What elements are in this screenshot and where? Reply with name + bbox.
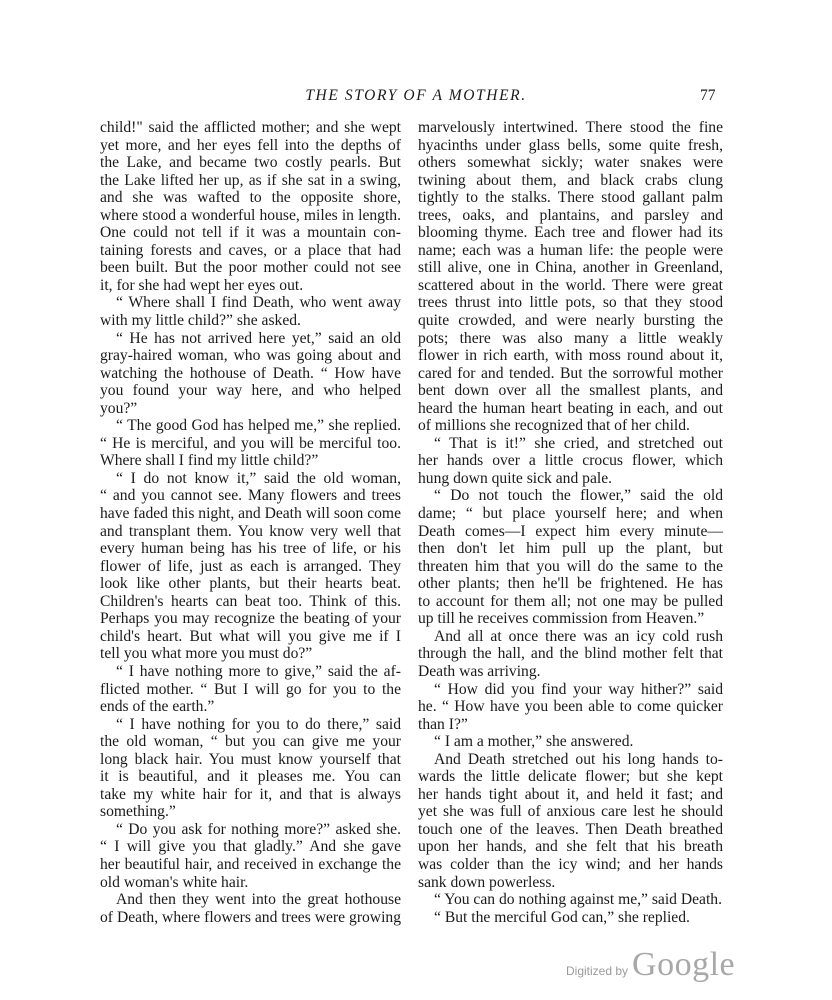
text-line: “ I have nothing more to give,” said the af- [116,662,401,680]
text-line: and transplant them. You know very well that [100,522,401,540]
text-line: of Death, where flowers and trees were growing [100,908,401,926]
text-line: tell you what more you must do?” [100,645,313,663]
text-line: every human being has his tree of life, or his [100,540,401,558]
text-line: blooming thyme. Each tree and flower had its [418,224,723,242]
text-line: “ The good God has helped me,” she replied. [116,417,401,435]
text-line: taining forests and caves, or a place that had [100,241,401,259]
text-line: wards the little delicate flower; but she kept [418,768,723,786]
text-line: been built. But the poor mother could not see [100,259,401,277]
text-line: up till he receives commission from Heaven.” [418,610,705,628]
text-line: “ But the merciful God can,” she replied. [434,908,690,926]
text-line: than I?” [418,715,468,733]
text-line: “ I do not know it,” said the old woman, [116,469,401,487]
text-line: “ That is it!” she cried, and stretched out [434,434,723,452]
paragraph [418,628,723,681]
text-line: “ I have nothing for you to do there,” said [116,715,401,733]
text-line: Where shall I find my little child?” [100,452,319,470]
text-line: he. “ How have you been able to come quicker [418,698,723,716]
text-line: and she was wafted to the opposite shore, [100,189,401,207]
text-line: threaten him that you will do the same to the [418,557,723,575]
text-line: have faded this night, and Death will soon come [100,505,401,523]
text-line: take my white hair for it, and that is always [100,785,401,803]
text-line: with my little child?” she asked. [100,312,301,330]
text-line: other plants; then he'll be frightened. He has [418,575,723,593]
text-line: you found your way here, and who helped [100,382,401,400]
text-line: “ Do not touch the flower,” said the old [434,487,723,505]
text-line: cared for and tended. But the sorrowful mother [418,364,723,382]
text-line: trees, oaks, and plantains, and parsley and [418,206,723,224]
text-line: it is beautiful, and it pleases me. You can [100,768,401,786]
text-line: bent down over all the smallest plants, and [418,382,723,400]
text-line: “ I will give you that gladly.” And she gave [100,838,401,856]
text-line: child's heart. But what will you give me if I [100,627,401,645]
text-line: still alive, one in China, another in Greenland, [418,259,723,277]
paragraph [418,681,723,734]
paragraph [100,470,401,663]
text-column-left [100,119,401,926]
text-line: to account for them all; not one may be pulled [418,592,723,610]
text-line: quite crowded, and were nearly bursting the [418,312,723,330]
paragraph [100,663,401,716]
text-line: it, for she had wept her eyes out. [100,276,304,294]
text-line: watching the hothouse of Death. “ How have [100,364,401,382]
paragraph [418,751,723,891]
text-line: Children's hearts can beat too. Think of this. [100,592,401,610]
text-line: One could not tell if it was a mountain con- [100,224,401,242]
paragraph [418,909,723,927]
text-line: you?” [100,399,138,417]
text-line: of millions she recognized that of her child. [418,417,690,435]
text-line: pots; there was also many a little weakly [418,329,723,347]
paragraph [100,119,401,294]
text-line: was colder than the icy wind; and her hands [418,855,723,873]
paragraph [418,119,723,435]
text-line: something.” [100,803,176,821]
text-line: “ You can do nothing against me,” said Death. [434,891,722,909]
text-line: the Lake, and became two costly pearls. But [100,154,401,172]
text-line: flower of life, just as each is arranged. They [100,557,401,575]
text-line: her hands tight about it, and held it fast; and [418,785,723,803]
paragraph [100,716,401,821]
text-line: trees thrust into little pots, so that they stood [418,294,723,312]
text-line: through the hall, and the blind mother felt that [418,645,723,663]
text-line: tightly to the stalks. There stood gallant palm [418,189,723,207]
text-line: touch one of the leaves. Then Death breathed [418,820,723,838]
text-column-right [418,119,723,926]
watermark-brand: Google [632,946,736,983]
text-line: long black hair. You must know yourself that [100,750,401,768]
text-line: And all at once there was an icy cold rush [434,627,723,645]
text-line: heard the human heart beating in each, and out [418,399,723,417]
text-line: look like other plants, but their hearts beat. [100,575,401,593]
paragraph [100,891,401,926]
text-line: “ How did you find your way hither?” said [434,680,723,698]
text-line: flicted mother. “ But I will go for you to the [100,680,401,698]
text-line: yet more, and her eyes fell into the depths of [100,136,401,154]
text-line: “ and you cannot see. Many flowers and trees [100,487,401,505]
paragraph [100,294,401,329]
paragraph [418,435,723,488]
text-line: hung down quite sick and pale. [418,469,613,487]
digitized-by-google-watermark [566,946,735,984]
text-line: the old woman, “ but you can give me your [100,733,401,751]
page-number: 77 [700,87,716,104]
text-line: marvelously intertwined. There stood the fine [418,119,723,136]
paragraph [100,330,401,418]
text-line: And then they went into the great hothouse [116,891,401,909]
text-line: ends of the earth.” [100,698,215,716]
text-line: Perhaps you may recognize the beating of your [100,610,401,628]
text-line: others somewhat sickly; water snakes were [418,154,723,172]
text-line: child!" said the afflicted mother; and she wept [100,119,401,136]
text-line: name; each was a human life: the people were [418,241,723,259]
paragraph [100,417,401,470]
text-line: sank down powerless. [418,873,556,891]
watermark-prefix: Digitized by [566,964,629,978]
text-line: twining about them, and black crabs clung [418,171,723,189]
text-line: “ Do you ask for nothing more?” asked she. [116,820,401,838]
text-line: gray-haired woman, who was going about and [100,347,401,365]
text-line: where stood a wonderful house, miles in length. [100,206,401,224]
text-line: hyacinths under glass bells, some quite fresh, [418,136,723,154]
text-line: “ Where shall I find Death, who went away [116,294,401,312]
paragraph [418,891,723,909]
text-line: “ I am a mother,” she answered. [434,733,634,751]
text-line: “ He is merciful, and you will be merciful too. [100,434,401,452]
running-title: THE STORY OF A MOTHER. [305,87,527,104]
page-header [0,87,832,109]
text-line: “ He has not arrived here yet,” said an old [116,329,401,347]
text-line: scattered about in the world. There were great [418,276,723,294]
text-line: Death comes—I expect him every minute— [418,522,723,540]
text-line: And Death stretched out his long hands to- [434,750,723,768]
text-line: then don't let him pull up the plant, but [418,540,723,558]
text-line: dame; “ but place yourself here; and when [418,505,723,523]
text-line: her hands over a little crocus flower, which [418,452,723,470]
text-line: upon her hands, and she felt that his breath [418,838,723,856]
paragraph [418,733,723,751]
text-line: the Lake lifted her up, as if she sat in a swing, [100,171,401,189]
paragraph [418,487,723,627]
text-line: yet she was full of anxious care lest he should [418,803,723,821]
text-line: flower in rich earth, with moss round about it, [418,347,723,365]
paragraph [100,821,401,891]
text-line: old woman's white hair. [100,873,249,891]
text-line: Death was arriving. [418,662,541,680]
text-line: her beautiful hair, and received in exchange the [100,855,401,873]
